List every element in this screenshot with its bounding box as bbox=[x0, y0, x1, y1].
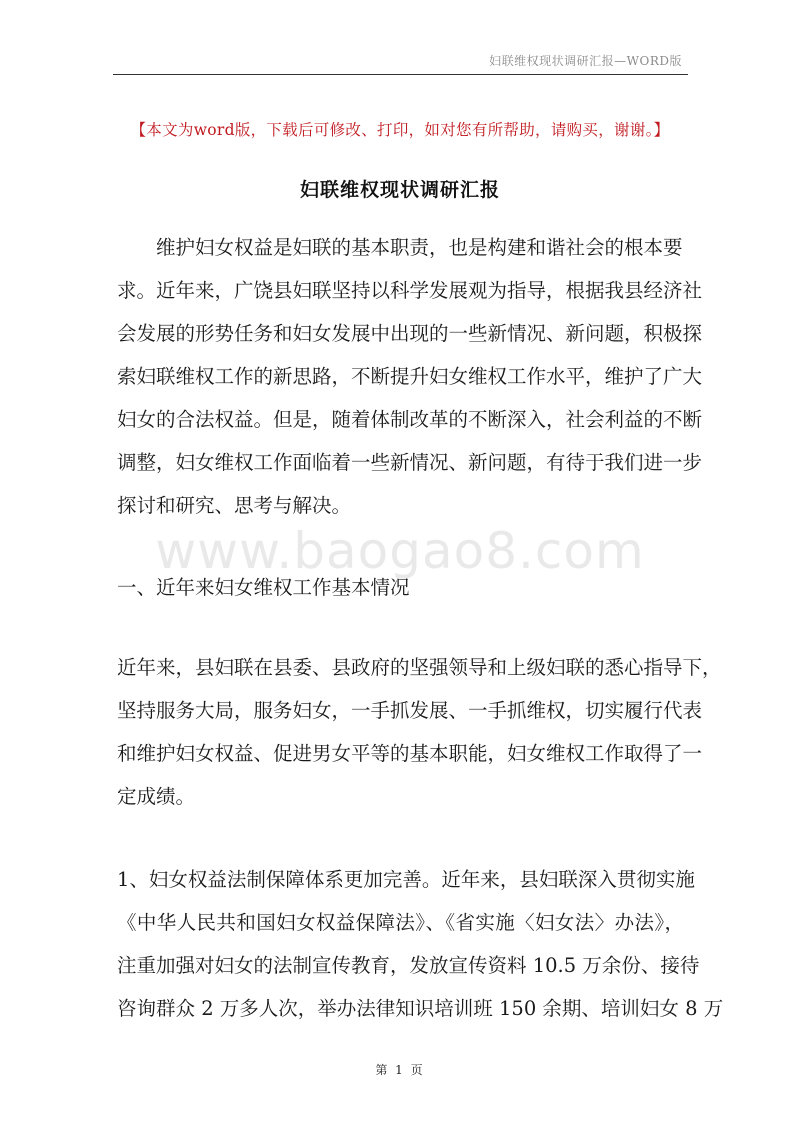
watermark: www.baogao8.com bbox=[155, 522, 645, 580]
section-heading-text: 一、近年来妇女维权工作基本情况 bbox=[117, 576, 410, 599]
paragraph-line: 探讨和研究、思考与解决。 bbox=[117, 494, 352, 517]
paragraph-line: 和维护妇女权益、促进男女平等的基本职能，妇女维权工作取得了一 bbox=[117, 742, 703, 765]
paragraph-line: 索妇联维权工作的新思路，不断提升妇女维权工作水平，维护了广大 bbox=[117, 365, 703, 388]
paragraph-line: 调整，妇女维权工作面临着一些新情况、新问题，有待于我们进一步 bbox=[117, 451, 703, 474]
section-heading bbox=[117, 566, 684, 609]
paragraph-line: 求。近年来，广饶县妇联坚持以科学发展观为指导，根据我县经济社 bbox=[117, 279, 703, 302]
paragraph-line: 咨询群众 2 万多人次，举办法律知识培训班 150 余期、培训妇女 8 万 bbox=[117, 997, 724, 1020]
paragraph-line: 定成绩。 bbox=[117, 785, 196, 808]
paragraph-line: 注重加强对妇女的法制宣传教育，发放宣传资料 10.5 万余份、接待 bbox=[117, 954, 700, 977]
paragraph-line: 近年来，县妇联在县委、县政府的坚强领导和上级妇联的悉心指导下， bbox=[117, 656, 722, 679]
item1-paragraph bbox=[117, 858, 724, 1030]
paragraph-line: 1、妇女权益法制保障体系更加完善。近年来，县妇联深入贯彻实施 bbox=[117, 868, 695, 891]
document-title: 妇联维权现状调研汇报 bbox=[299, 179, 500, 201]
paragraph-line: 会发展的形势任务和妇女发展中出现的一些新情况、新问题，积极探 bbox=[117, 322, 703, 345]
paragraph-line: 坚持服务大局，服务妇女，一手抓发展、一手抓维权，切实履行代表 bbox=[117, 699, 703, 722]
header-divider bbox=[113, 74, 688, 75]
paragraph-line: 妇女的合法权益。但是，随着体制改革的不断深入，社会利益的不断 bbox=[117, 408, 703, 431]
intro-paragraph bbox=[117, 226, 703, 527]
page-number: 第 1 页 bbox=[375, 1063, 425, 1077]
purchase-notice: 【本文为word版，下载后可修改、打印，如对您有所帮助，请购买，谢谢。】 bbox=[130, 121, 670, 139]
paragraph-line: 维护妇女权益是妇联的基本职责，也是构建和谐社会的根本要 bbox=[156, 236, 683, 259]
paragraph-line: 《中华人民共和国妇女权益保障法》、《省实施〈妇女法〉办法》， bbox=[117, 911, 684, 934]
running-header: 妇联维权现状调研汇报—WORD版 bbox=[489, 54, 682, 68]
section1-paragraph bbox=[117, 646, 722, 818]
